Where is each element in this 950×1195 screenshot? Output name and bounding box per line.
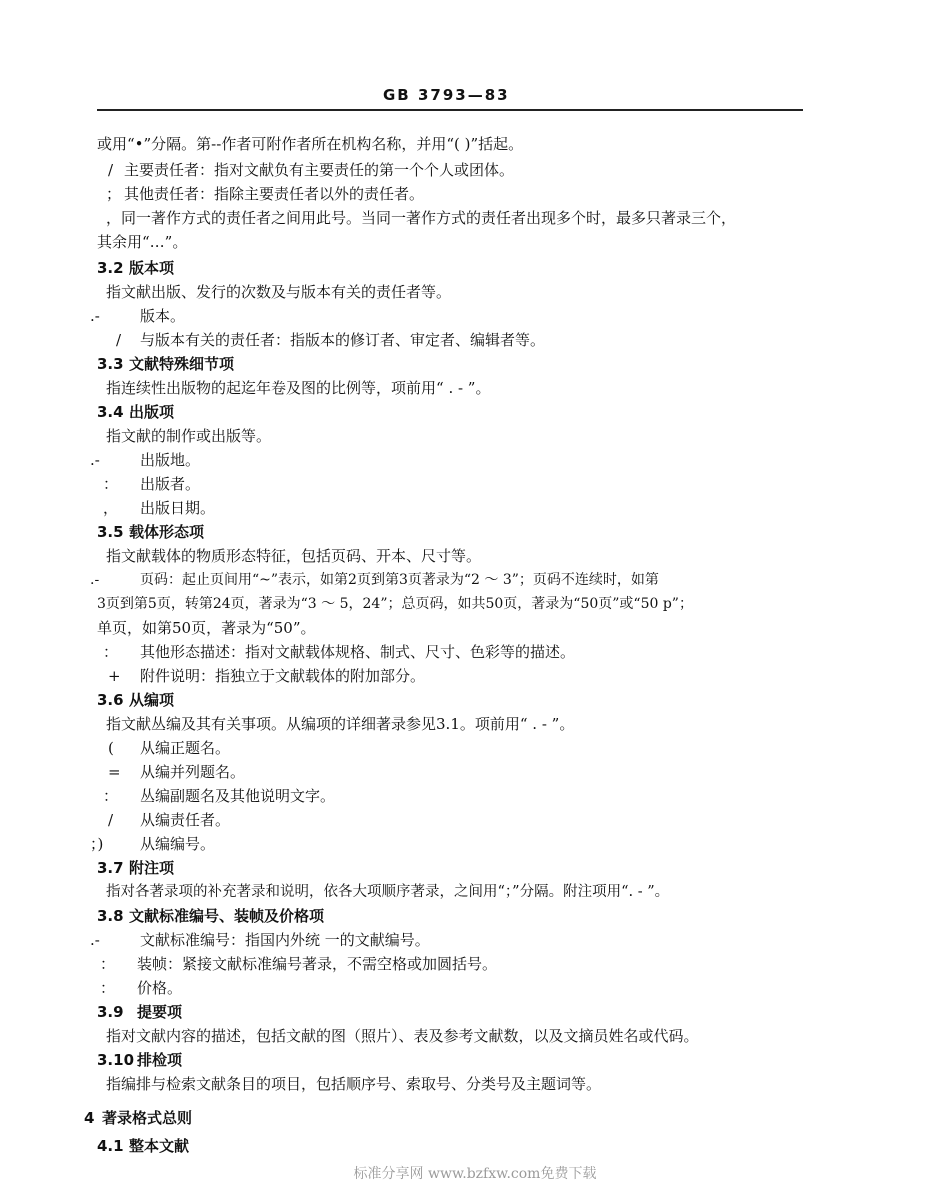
section-number: 4.1 xyxy=(97,1137,124,1155)
item-text: 版本。 xyxy=(140,307,186,325)
list-item xyxy=(103,786,335,806)
symbol: .- xyxy=(90,451,100,469)
item-text: 与版本有关的责任者：指版本的修订者、审定者、编辑者等。 xyxy=(140,331,546,349)
section-title: 文献特殊细节项 xyxy=(129,355,235,373)
section-number: 3.9 xyxy=(97,1003,124,1021)
symbol: ： xyxy=(103,787,119,805)
section-title: 载体形态项 xyxy=(129,523,205,541)
item-text: 装帧：紧接文献标准编号著录，不需空格或加圆括号。 xyxy=(137,955,498,973)
section-number: 3.2 xyxy=(97,259,124,277)
section-title: 排检项 xyxy=(137,1051,183,1069)
section-heading xyxy=(97,1136,189,1156)
section-heading xyxy=(97,258,174,278)
symbol: = xyxy=(108,763,121,781)
list-item xyxy=(108,160,514,180)
section-title: 从编项 xyxy=(129,691,175,709)
list-item xyxy=(108,666,425,686)
list-item xyxy=(103,474,200,494)
item-text: 从编并列题名。 xyxy=(140,763,246,781)
section-number: 3.8 xyxy=(97,907,124,925)
symbol: ： xyxy=(103,643,119,661)
paragraph-line: 指文献出版、发行的次数及与版本有关的责任者等。 xyxy=(106,283,452,301)
paragraph-line: 指文献载体的物质形态特征，包括页码、开本、尺寸等。 xyxy=(106,547,482,565)
paragraph-line: 指编排与检索文献条目的项目，包括顺序号、索取号、分类号及主题词等。 xyxy=(106,1075,602,1093)
list-item xyxy=(108,738,230,758)
symbol: ： xyxy=(100,979,116,997)
section-number: 3.5 xyxy=(97,523,124,541)
list-item xyxy=(90,450,200,470)
chapter-heading xyxy=(84,1108,192,1128)
item-text: 从编编号。 xyxy=(140,835,216,853)
list-item xyxy=(108,762,245,782)
paragraph-line: ，同一著作方式的责任者之间用此号。当同一著作方式的责任者出现多个时，最多只著录三个， xyxy=(106,209,737,227)
item-text: 其他责任者：指除主要责任者以外的责任者。 xyxy=(124,185,425,203)
symbol: ： xyxy=(103,475,119,493)
symbol: ；) xyxy=(90,835,104,853)
section-number: 3.3 xyxy=(97,355,124,373)
symbol: ； xyxy=(106,185,122,203)
section-title: 整本文献 xyxy=(129,1137,190,1155)
paragraph-line: 或用“•”分隔。第--作者可附作者所在机构名称，并用“( )”括起。 xyxy=(97,135,524,153)
list-item xyxy=(108,810,230,830)
section-title: 出版项 xyxy=(129,403,175,421)
list-item xyxy=(90,834,215,854)
item-text: 页码：起止页间用“~”表示，如第2页到第3页著录为“2 ～ 3”；页码不连续时，如第 xyxy=(140,572,659,588)
section-heading xyxy=(97,522,204,542)
paragraph-line: 指连续性出版物的起迄年卷及图的比例等，项前用“ . - ”。 xyxy=(106,379,491,397)
list-item xyxy=(90,930,430,950)
symbol: ： xyxy=(100,955,116,973)
section-heading xyxy=(97,1050,182,1070)
list-item xyxy=(103,642,575,662)
section-heading xyxy=(97,402,174,422)
paragraph-line: 指对各著录项的补充著录和说明，依各大项顺序著录，之间用“；”分隔。附注项用“. - ”。 xyxy=(106,884,670,900)
list-item xyxy=(90,306,185,326)
item-text: 其他形态描述：指对文献载体规格、制式、尺寸、色彩等的描述。 xyxy=(140,643,576,661)
symbol: ， xyxy=(103,499,119,517)
list-item xyxy=(103,498,215,518)
list-item xyxy=(90,570,659,590)
section-title: 提要项 xyxy=(137,1003,183,1021)
standard-number-header: GB 3793—83 xyxy=(383,86,510,104)
section-heading xyxy=(97,1002,182,1022)
list-item xyxy=(100,978,182,998)
section-heading xyxy=(97,690,174,710)
item-text: 文献标准编号：指国内外统 一的文献编号。 xyxy=(140,931,430,949)
item-text: 出版者。 xyxy=(140,475,201,493)
section-title: 文献标准编号、装帧及价格项 xyxy=(129,907,325,925)
header-rule xyxy=(97,109,803,111)
symbol: / xyxy=(108,811,114,829)
paragraph-line: 指文献的制作或出版等。 xyxy=(106,427,272,445)
section-number: 3.4 xyxy=(97,403,124,421)
section-number: 3.7 xyxy=(97,859,124,877)
symbol: .- xyxy=(90,307,100,325)
paragraph-line: 指对文献内容的描述，包括文献的图（照片）、表及参考文献数，以及文摘员姓名或代码。 xyxy=(106,1027,699,1045)
symbol: / xyxy=(116,331,122,349)
item-text: 丛编副题名及其他说明文字。 xyxy=(140,787,336,805)
paragraph-line: 其余用“…”。 xyxy=(97,233,188,251)
footer-watermark: 标准分享网 www.bzfxw.com免费下载 xyxy=(353,1166,597,1182)
section-heading xyxy=(97,906,324,926)
section-heading xyxy=(97,858,174,878)
symbol: / xyxy=(108,161,114,179)
list-item xyxy=(106,184,424,204)
section-heading xyxy=(97,354,234,374)
chapter-title: 著录格式总则 xyxy=(102,1109,193,1127)
item-text: 从编责任者。 xyxy=(140,811,231,829)
item-text: 出版地。 xyxy=(140,451,201,469)
item-text: 出版日期。 xyxy=(140,499,216,517)
item-text: 附件说明：指独立于文献载体的附加部分。 xyxy=(140,667,426,685)
symbol: .- xyxy=(90,572,100,588)
item-text: 价格。 xyxy=(137,979,183,997)
paragraph-line: 指文献丛编及其有关事项。从编项的详细著录参见3.1。项前用“ . - ”。 xyxy=(106,715,575,733)
item-text: 主要责任者：指对文献负有主要责任的第一个个人或团体。 xyxy=(124,161,515,179)
chapter-number: 4 xyxy=(84,1109,95,1127)
symbol: + xyxy=(108,667,121,685)
section-number: 3.6 xyxy=(97,691,124,709)
item-text: 从编正题名。 xyxy=(140,739,231,757)
symbol: .- xyxy=(90,931,100,949)
list-item xyxy=(100,954,497,974)
section-title: 附注项 xyxy=(129,859,175,877)
symbol: ( xyxy=(108,739,114,757)
paragraph-line: 3页到第5页，转第24页，著录为“3 ～ 5，24”；总页码，如共50页，著录为“50页”或“50 p”； xyxy=(97,596,693,612)
section-number: 3.10 xyxy=(97,1051,135,1069)
list-item xyxy=(116,330,545,350)
section-title: 版本项 xyxy=(129,259,175,277)
paragraph-line: 单页，如第50页，著录为“50”。 xyxy=(97,619,316,637)
